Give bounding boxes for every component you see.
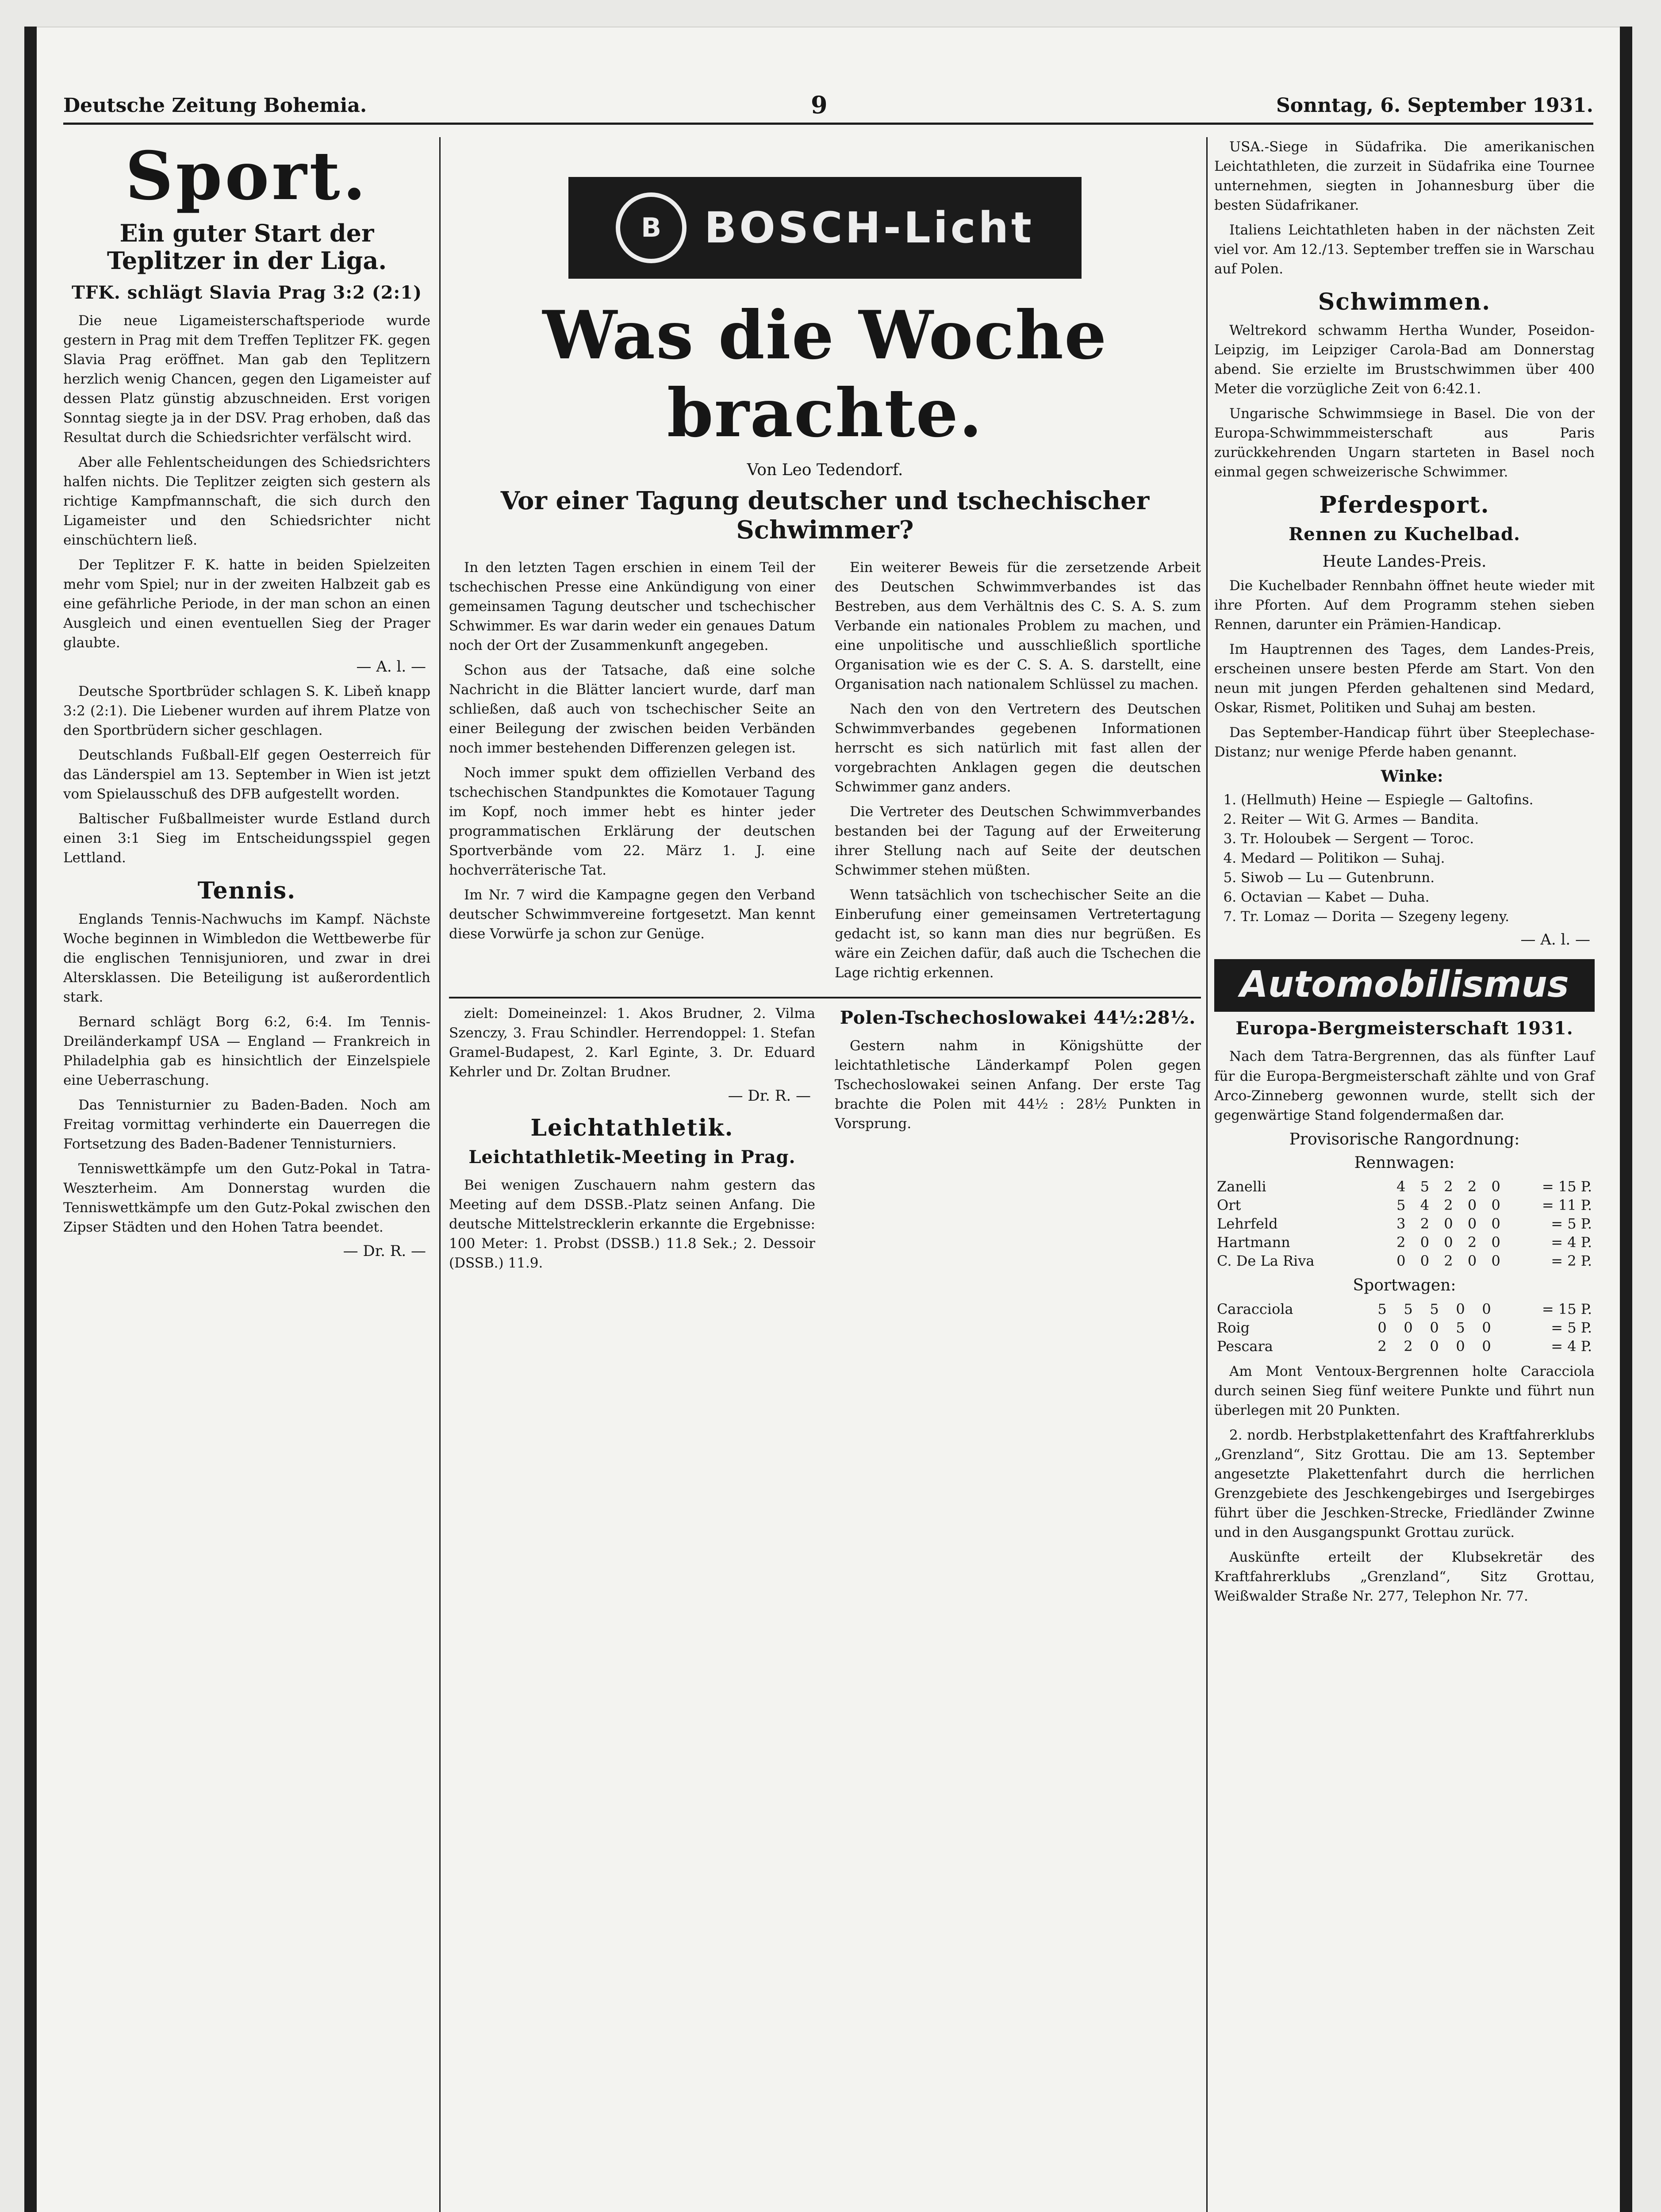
points-cell: 0 — [1456, 1300, 1465, 1317]
points-cell: 5 — [1456, 1319, 1465, 1336]
section-title-leichtathletik: Leichtathletik. — [530, 1114, 734, 1142]
points-cell: 2 — [1444, 1252, 1453, 1269]
points-cell: 4 — [1420, 1196, 1430, 1214]
points-cell: = 4 P. — [1551, 1337, 1592, 1355]
driver-name: Zanelli — [1217, 1178, 1266, 1195]
table-row — [1214, 1318, 1595, 1337]
points-cell: = 15 P. — [1542, 1178, 1592, 1195]
article-paragraph: Das Tennisturnier zu Baden-Baden. Noch am Freitag vormittag verhinderte ein Dauerregen die Fortsetzung des Baden-Badener Tennisturniers. — [63, 1097, 430, 1152]
article-paragraph: Nach den von den Vertretern des Deutschen Schwimmverbandes gegebenen Informationen herrscht es sich natürlich mit fast allen der vorgebrachten Anklagen gegen die deutschen Schwimmer ganz anders. — [835, 701, 1201, 795]
subhead-kuchelbad: Rennen zu Kuchelbad. — [1289, 524, 1520, 545]
section-title-tennis: Tennis. — [197, 877, 296, 905]
author-signature: — Dr. R. — — [343, 1242, 426, 1260]
article-paragraph: In den letzten Tagen erschien in einem Teil der tschechischen Presse eine Ankündigung von einer gemeinsamen Tagung deutscher und tschechischer Schwimmer. Es war darin weder ein genaues Datum noch der Ort der Zusammenkunft angegeben. — [449, 560, 815, 654]
byline: Von Leo Tedendorf. — [747, 461, 903, 479]
column-rule-2 — [1206, 137, 1208, 2212]
article-paragraph: Bernard schlägt Borg 6:2, 6:4. Im Tennis-Dreiländerkampf USA — England — Frankreich in Philadelphia gab es hinsichtlich der Einzelspiele eine Ueberraschung. — [63, 1014, 430, 1089]
points-cell: 0 — [1377, 1319, 1387, 1336]
section-title-schwimmen: Schwimmen. — [1318, 288, 1491, 316]
points-cell: 0 — [1467, 1252, 1477, 1269]
points-cell: 0 — [1420, 1252, 1430, 1269]
points-cell: 0 — [1482, 1337, 1491, 1355]
points-cell: 0 — [1482, 1319, 1491, 1336]
article-paragraph: Baltischer Fußballmeister wurde Estland durch einen 3:1 Sieg im Entscheidungsspiel gegen Lettland. — [63, 811, 430, 866]
points-cell: 2 — [1377, 1337, 1387, 1355]
tips-title: Winke: — [1381, 767, 1443, 786]
article-paragraph: Englands Tennis-Nachwuchs im Kampf. Nächste Woche beginnen in Wimbledon die Wettbewerbe für die englischen Tennisjunioren, und zwar in drei Altersklassen. Die Beteiligung ist außerordentlich stark. — [63, 911, 430, 1006]
points-cell: 5 — [1420, 1178, 1430, 1195]
points-cell: 0 — [1444, 1215, 1453, 1232]
article-paragraph: Tenniswettkämpfe um den Gutz-Pokal in Tatra-Weszterheim. Am Donnerstag wurden die Tenniswettkämpfe um den Gutz-Pokal zwischen den Zipser Städten und den Hohen Tatra beendet. — [63, 1161, 430, 1236]
points-cell: 0 — [1404, 1319, 1413, 1336]
points-cell: 0 — [1491, 1233, 1500, 1251]
lower-left — [449, 1004, 815, 1278]
article-paragraph: Die neue Ligameisterschaftsperiode wurde gestern in Prag mit dem Treffen Teplitzer FK. gegen Slavia Prag eröffnet. Man gab den Teplitzern herzlich wenig Chancen, gegen den Ligameister auf dessen Platz günstig abzuschneiden. Erst vorigen Sonntag siegte ja in der DSV. Prag erhoben, daß das Resultat durch die Schiedsrichter verfälscht wird. — [63, 312, 430, 445]
points-cell: 0 — [1491, 1178, 1500, 1195]
article-paragraph: Der Teplitzer F. K. hatte in beiden Spielzeiten mehr vom Spiel; nur in der zweiten Halbzeit gab es eine gefährliche Periode, in der man schon an einen Ausgleich und einen eventuellen Sieg der Prager glaubte. — [63, 557, 430, 651]
article-paragraph: 2. nordb. Herbstplakettenfahrt des Kraftfahrerklubs „Grenzland“, Sitz Grottau. Die am 13. September angesetzte Plakettenfahrt durch die herrlichen Grenzgebiete des Jeschkengebirges und Isergebirges führt über die Jeschken-Strecke, Friedländer Zwinne und in den Ausgangspunkt Grottau zurück. — [1214, 1427, 1595, 1540]
running-header — [63, 91, 1593, 125]
points-cell: = 4 P. — [1551, 1233, 1592, 1251]
author-signature: — A. l. — — [356, 657, 426, 676]
driver-name: Caracciola — [1217, 1300, 1293, 1317]
points-cell: 5 — [1396, 1196, 1406, 1214]
author-signature: — A. l. — — [1520, 931, 1590, 949]
article-paragraph: Gestern nahm in Königshütte der leichtathletische Länderkampf Polen gegen Tschechoslowakei seinen Anfang. Der erste Tag brachte die Polen mit 44½ : 28½ Punkten in Vorsprung. — [835, 1038, 1201, 1132]
article-paragraph: Noch immer spukt dem offiziellen Verband des tschechischen Standpunktes die Komotauer Tagung im Kopf, noch immer hebt es hinter jeder programmatischen Erklärung der deutschen Sportverbände vom 22. März 1. J. eine hochverräterische Tat. — [449, 765, 815, 879]
article-paragraph: Deutsche Sportbrüder schlagen S. K. Libeň knapp 3:2 (2:1). Die Liebener wurden auf ihrem Platze von den Sportbrüdern sicher geschlagen. — [63, 683, 430, 738]
points-cell: 2 — [1444, 1178, 1453, 1195]
feature-title: Was die Woche brachte. — [542, 296, 1108, 452]
article-paragraph: Weltrekord schwamm Hertha Wunder, Poseidon-Leipzig, im Leipziger Carola-Bad am Donnerstag abend. Sie erzielte im Brustschwimmen über 400 Meter die vorzügliche Zeit von 6:42.1. — [1214, 323, 1595, 397]
points-cell: 0 — [1430, 1319, 1439, 1336]
lower-section — [449, 1004, 1201, 1278]
points-cell: 0 — [1420, 1233, 1430, 1251]
points-cell: = 15 P. — [1542, 1300, 1592, 1317]
points-cell: 2 — [1404, 1337, 1413, 1355]
points-cell: 2 — [1396, 1233, 1406, 1251]
tip-item: 4. Medard — Politikon — Suhaj. — [1241, 849, 1595, 868]
article-paragraph: Die Vertreter des Deutschen Schwimmverbandes bestanden bei der Tagung auf der Erweiterung ihrer Stellung nach auf Seite der deutschen Schwimmer stehen müßten. — [835, 804, 1201, 879]
column-right — [1214, 137, 1595, 1611]
section-banner-automobilismus: Automobilismus — [1214, 959, 1595, 1012]
points-cell: 2 — [1467, 1178, 1477, 1195]
headline-teplitz: Ein guter Start der Teplitzer in der Liga. — [107, 219, 387, 275]
bosch-logo-icon: B — [616, 192, 687, 263]
column-sport — [63, 137, 430, 1266]
article-paragraph: Ein weiterer Beweis für die zersetzende Arbeit des Deutschen Schwimmverbandes ist das Bestreben, aus dem Verhältnis des C. S. A. S. zum Verbande ein nationales Problem zu machen, und eine unpolitische und ausschließlich sportliche Organisation wie es der C. S. A. S. darstellt, eine Organisation nach nationalem Schlüssel zu machen. — [835, 560, 1201, 693]
tip-item: 1. (Hellmuth) Heine — Espiegle — Galtofins. — [1241, 790, 1595, 810]
subhead-landespreis: Heute Landes-Preis. — [1322, 553, 1487, 571]
driver-name: Ort — [1217, 1196, 1241, 1214]
article-paragraph: Schon aus der Tatsache, daß eine solche Nachricht in die Blätter lanciert wurde, darf man schließen, daß auch von tschechischer Seite an einer Beilegung der zwischen beiden Verbänden noch immer bestehenden Differenzen gelegen ist. — [449, 662, 815, 757]
header-date: Sonntag, 6. September 1931. — [1276, 94, 1593, 117]
column-rule-1 — [439, 137, 441, 2212]
binding-edge-right — [1620, 27, 1632, 2212]
driver-name: Lehrfeld — [1217, 1215, 1278, 1232]
article-paragraph: zielt: Domeineinzel: 1. Akos Brudner, 2. Vilma Szenczy, 3. Frau Schindler. Herrendoppel: 1. Stefan Gramel-Budapest, 2. Karl Eginte, 3. Dr. Eduard Kehrler und Dr. Zoltan Brudner. — [449, 1006, 815, 1080]
column-feature — [449, 177, 1201, 1278]
article-paragraph: Das September-Handicap führt über Steeplechase-Distanz; nur wenige Pferde haben genannt. — [1214, 725, 1595, 760]
points-cell: 0 — [1444, 1233, 1453, 1251]
article-paragraph: Aber alle Fehlentscheidungen des Schiedsrichters halfen nichts. Die Teplitzer zeigten sich gestern als richtige Kampfmannschaft, die sich durch den Ligameister und den Schiedsrichter nicht einschüchtern ließ. — [63, 454, 430, 548]
feature-body — [449, 558, 1201, 988]
section-title-sport: Sport. — [125, 137, 368, 215]
article-paragraph: Die Kuchelbader Rennbahn öffnet heute wieder mit ihre Pforten. Auf dem Programm stehen sieben Rennen, darunter ein Prämien-Handicap. — [1214, 578, 1595, 633]
ranking-table-rennwagen — [1214, 1177, 1595, 1270]
article-paragraph: Im Nr. 7 wird die Kampagne gegen den Verband deutscher Schwimmvereine fortgesetzt. Man kennt diese Vorwürfe ja schon zur Genüge. — [449, 887, 815, 942]
article-paragraph: Auskünfte erteilt der Klubsekretär des Kraftfahrerklubs „Grenzland“, Sitz Grottau, Weißwalder Straße Nr. 277, Telephon Nr. 77. — [1214, 1549, 1595, 1604]
points-cell: 0 — [1396, 1252, 1406, 1269]
points-cell: = 11 P. — [1542, 1196, 1592, 1214]
points-cell: 0 — [1467, 1196, 1477, 1214]
tip-item: 3. Tr. Holoubek — Sergent — Toroc. — [1241, 829, 1595, 849]
points-cell: 0 — [1467, 1215, 1477, 1232]
points-cell: 5 — [1404, 1300, 1413, 1317]
tip-item: 6. Octavian — Kabet — Duha. — [1241, 887, 1595, 907]
driver-name: Hartmann — [1217, 1233, 1290, 1251]
driver-name: C. De La Riva — [1217, 1252, 1315, 1269]
article-paragraph: Wenn tatsächlich von tschechischer Seite an die Einberufung einer gemeinsamen Vertretertagung gedacht ist, so kann man dies nur begrüßen. Es wäre ein Zeichen dafür, daß auch die Tschechen die Lage richtig erkennen. — [835, 887, 1201, 981]
points-cell: 5 — [1430, 1300, 1439, 1317]
points-cell: 5 — [1377, 1300, 1387, 1317]
points-cell: 2 — [1444, 1196, 1453, 1214]
feature-body-left — [449, 558, 815, 988]
ad-text: BOSCH-Licht — [704, 203, 1034, 253]
section-title-pferdesport: Pferdesport. — [1319, 492, 1490, 519]
points-cell: = 2 P. — [1551, 1252, 1592, 1269]
points-cell: 2 — [1467, 1233, 1477, 1251]
article-paragraph: Im Hauptrennen des Tages, dem Landes-Preis, erscheinen unsere besten Pferde am Start. Von den neun mit jungen Pferden gehaltenen sind Medard, Oskar, Rismet, Politiken und Suhaj am besten. — [1214, 641, 1595, 716]
article-paragraph: Bei wenigen Zuschauern nahm gestern das Meeting auf dem DSSB.-Platz seinen Anfang. Die deutsche Mittelstrecklerin erkannte die Ergebnisse: 100 Meter: 1. Probst (DSSB.) 11.8 Sek.; 2. Dessoir (DSSB.) 11.9. — [449, 1177, 815, 1271]
points-cell: 2 — [1420, 1215, 1430, 1232]
table-row — [1214, 1337, 1595, 1356]
driver-name: Roig — [1217, 1319, 1250, 1336]
ranking-table-sportwagen — [1214, 1300, 1595, 1356]
article-paragraph: Italiens Leichtathleten haben in der nächsten Zeit viel vor. Am 12./13. September treffen sie in Warschau auf Polen. — [1214, 222, 1595, 277]
points-cell: = 5 P. — [1551, 1319, 1592, 1336]
newspaper-page — [24, 27, 1632, 2212]
article-paragraph: Am Mont Ventoux-Bergrennen holte Caracciola durch seinen Sieg fünf weitere Punkte und führt nun überlegen mit 20 Punkten. — [1214, 1363, 1595, 1418]
binding-edge-left — [24, 27, 37, 2212]
points-cell: = 5 P. — [1551, 1215, 1592, 1232]
points-cell: 4 — [1396, 1178, 1406, 1195]
points-cell: 0 — [1491, 1215, 1500, 1232]
article-paragraph: Nach dem Tatra-Bergrennen, das als fünfter Lauf für die Europa-Bergmeisterschaft zählte und von Graf Arco-Zinneberg gewonnen wurde, stellt sich der gegenwärtige Stand folgendermaßen dar. — [1214, 1048, 1595, 1123]
tip-item: 7. Tr. Lomaz — Dorita — Szegeny legeny. — [1241, 907, 1595, 926]
table-row — [1214, 1300, 1595, 1318]
feature-body-right — [835, 558, 1201, 988]
table-row — [1214, 1252, 1595, 1270]
points-cell: 0 — [1430, 1337, 1439, 1355]
subhead-polen: Polen-Tschechoslowakei 44½:28½. — [840, 1007, 1196, 1029]
subhead-meeting: Leichtathletik-Meeting in Prag. — [468, 1147, 796, 1168]
table-row — [1214, 1196, 1595, 1214]
points-cell: 0 — [1456, 1337, 1465, 1355]
ranking-sportwagen-title: Sportwagen: — [1353, 1276, 1456, 1294]
subhead-slavia: TFK. schlägt Slavia Prag 3:2 (2:1) — [71, 282, 422, 303]
table-row — [1214, 1177, 1595, 1196]
tip-item: 2. Reiter — Wit G. Armes — Bandita. — [1241, 810, 1595, 829]
divider — [449, 997, 1201, 998]
author-signature: — Dr. R. — — [728, 1087, 811, 1105]
points-cell: 0 — [1491, 1252, 1500, 1269]
feature-deck: Vor einer Tagung deutscher und tschechischer Schwimmer? — [500, 486, 1150, 545]
article-paragraph: Deutschlands Fußball-Elf gegen Oesterreich für das Länderspiel am 13. September in Wien ist jetzt vom Spielausschuß des DFB aufgestellt worden. — [63, 747, 430, 803]
subhead-bergmeisterschaft: Europa-Bergmeisterschaft 1931. — [1235, 1018, 1573, 1039]
article-paragraph: Ungarische Schwimmsiege in Basel. Die von der Europa-Schwimmmeisterschaft aus Paris zurückkehrenden Ungarn starteten in Basel noch einmal gegen schweizerische Schwimmer. — [1214, 406, 1595, 480]
points-cell: 0 — [1482, 1300, 1491, 1317]
page-number: 9 — [811, 91, 828, 119]
bosch-advertisement — [568, 177, 1082, 279]
driver-name: Pescara — [1217, 1337, 1273, 1355]
table-row — [1214, 1214, 1595, 1233]
article-paragraph: USA.-Siege in Südafrika. Die amerikanischen Leichtathleten, die zurzeit in Südafrika eine Tournee unternehmen, siegten in Johannesburg über die besten Südafrikaner. — [1214, 139, 1595, 214]
points-cell: 0 — [1491, 1196, 1500, 1214]
tips-list — [1214, 790, 1595, 926]
header-masthead: Deutsche Zeitung Bohemia. — [63, 94, 367, 117]
lower-right — [835, 1004, 1201, 1278]
ranking-title: Provisorische Rangordnung: — [1289, 1130, 1520, 1148]
ranking-rennwagen-title: Rennwagen: — [1354, 1153, 1455, 1172]
tip-item: 5. Siwob — Lu — Gutenbrunn. — [1241, 868, 1595, 887]
table-row — [1214, 1233, 1595, 1252]
points-cell: 3 — [1396, 1215, 1406, 1232]
